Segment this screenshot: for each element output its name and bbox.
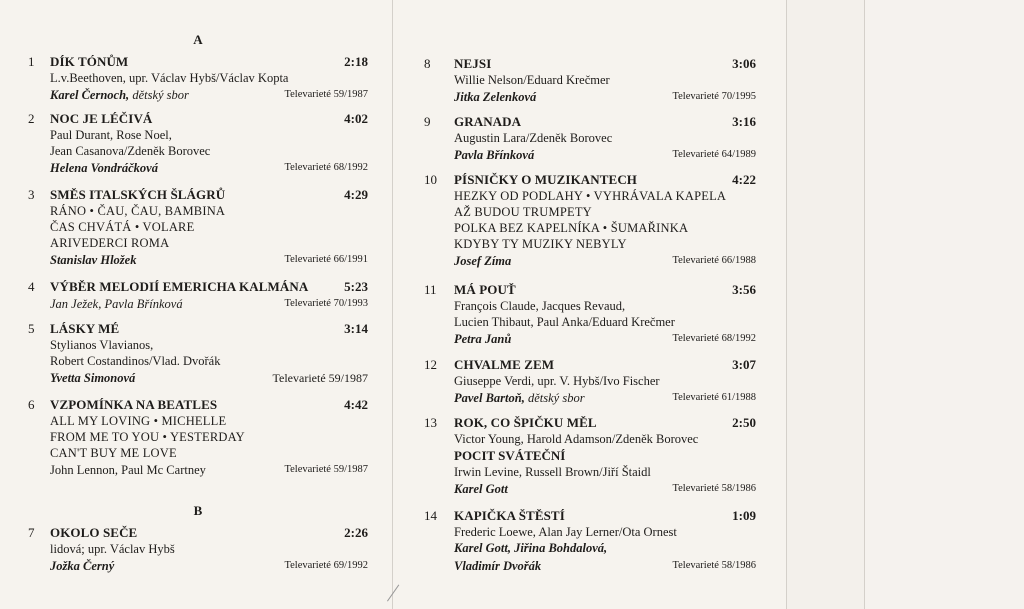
track-number: 13 bbox=[424, 415, 437, 430]
source-note: Televarieté 66/1991 bbox=[284, 254, 368, 265]
performer: Karel Gott, Jiřina Bohdalová, bbox=[454, 541, 608, 555]
side-a-heading: A bbox=[193, 32, 203, 47]
source-note: Televarieté 59/1987 bbox=[284, 464, 368, 475]
track-duration: 3:14 bbox=[344, 321, 368, 336]
track-number: 2 bbox=[28, 111, 35, 126]
credits-line: Augustin Lara/Zdeněk Borovec bbox=[454, 131, 613, 145]
track-duration: 3:06 bbox=[732, 56, 756, 71]
medley-line: KDYBY TY MUZIKY NEBYLY bbox=[454, 237, 627, 251]
track-number: 7 bbox=[28, 525, 35, 540]
credits-line: Frederic Loewe, Alan Jay Lerner/Ota Ornest bbox=[454, 525, 677, 539]
source-note: Televarieté 59/1987 bbox=[284, 89, 368, 100]
track-duration: 2:26 bbox=[344, 525, 368, 540]
performer: John Lennon, Paul Mc Cartney bbox=[50, 463, 206, 477]
performer: Jožka Černý bbox=[50, 559, 115, 573]
track-title: KAPIČKA ŠTĚSTÍ bbox=[454, 508, 565, 523]
track-number: 11 bbox=[424, 282, 437, 297]
track-title: LÁSKY MÉ bbox=[50, 321, 120, 336]
medley-line: POLKA BEZ KAPELNÍKA • ŠUMAŘINKA bbox=[454, 221, 689, 235]
track-number: 5 bbox=[28, 321, 35, 336]
credits-line: lidová; upr. Václav Hybš bbox=[50, 542, 175, 556]
medley-line: ČAS CHVÁTÁ • VOLARE bbox=[50, 220, 195, 234]
track-title: VÝBĚR MELODIÍ EMERICHA KALMÁNA bbox=[50, 279, 309, 294]
source-note: Televarieté 70/1993 bbox=[284, 298, 368, 309]
performer: Helena Vondráčková bbox=[50, 161, 158, 175]
credits-line: L.v.Beethoven, upr. Václav Hybš/Václav Kopta bbox=[50, 71, 289, 85]
performer: Jan Ježek, Pavla Břínková bbox=[50, 297, 183, 311]
track-duration: 4:02 bbox=[344, 111, 368, 126]
performer: Karel Černoch, bbox=[50, 88, 130, 102]
track-duration: 5:23 bbox=[344, 279, 368, 294]
credits-line: Willie Nelson/Eduard Krečmer bbox=[454, 73, 610, 87]
paper-mark bbox=[387, 585, 405, 606]
spine-panel bbox=[786, 0, 864, 609]
track-title: CHVALME ZEM bbox=[454, 357, 555, 372]
performer: Yvetta Simonová bbox=[50, 371, 136, 385]
performer: Petra Janů bbox=[454, 332, 512, 346]
track-number: 14 bbox=[424, 508, 437, 523]
track-duration: 1:09 bbox=[732, 508, 756, 523]
side-b-heading: B bbox=[193, 503, 203, 518]
fold-line bbox=[786, 0, 787, 609]
performer: Vladimír Dvořák bbox=[454, 559, 542, 573]
credits-line: François Claude, Jacques Revaud, bbox=[454, 299, 626, 313]
track-title: NOC JE LÉČIVÁ bbox=[50, 111, 153, 126]
credits-line: Irwin Levine, Russell Brown/Jiří Štaidl bbox=[454, 465, 651, 479]
track-duration: 4:29 bbox=[344, 187, 368, 202]
source-note: Televarieté 59/1987 bbox=[272, 371, 368, 385]
medley-line: CAN'T BUY ME LOVE bbox=[50, 446, 177, 460]
track-title: SMĚS ITALSKÝCH ŠLÁGRŮ bbox=[50, 187, 226, 202]
track-title: ROK, CO ŠPIČKU MĚL bbox=[454, 415, 597, 430]
track-duration: 2:18 bbox=[344, 54, 368, 69]
flap-panel bbox=[864, 0, 1024, 609]
track-duration: 4:42 bbox=[344, 397, 368, 412]
track-duration: 2:50 bbox=[732, 415, 756, 430]
track-duration: 4:22 bbox=[732, 172, 756, 187]
source-note: Televarieté 70/1995 bbox=[672, 91, 756, 102]
source-note: Televarieté 58/1986 bbox=[672, 560, 756, 571]
credits-line: Giuseppe Verdi, upr. V. Hybš/Ivo Fischer bbox=[454, 374, 660, 388]
performer-sub: dětský sbor bbox=[524, 391, 585, 405]
source-note: Televarieté 68/1992 bbox=[284, 162, 368, 173]
source-note: Televarieté 69/1992 bbox=[284, 560, 368, 571]
source-note: Televarieté 68/1992 bbox=[672, 333, 756, 344]
track-duration: 3:07 bbox=[732, 357, 756, 372]
performer-sub: dětský sbor bbox=[129, 88, 189, 102]
fold-line bbox=[392, 0, 393, 609]
source-note: Televarieté 61/1988 bbox=[672, 392, 756, 403]
track-number: 12 bbox=[424, 357, 437, 372]
credits-line: Robert Costandinos/Vlad. Dvořák bbox=[50, 354, 221, 368]
track-number: 6 bbox=[28, 397, 35, 412]
track-number: 1 bbox=[28, 54, 35, 69]
medley-line: RÁNO • ČAU, ČAU, BAMBINA bbox=[50, 204, 226, 218]
track-title: VZPOMÍNKA NA BEATLES bbox=[50, 397, 218, 412]
fold-line bbox=[864, 0, 865, 609]
performer: Karel Gott bbox=[454, 482, 508, 496]
track-title: NEJSI bbox=[454, 56, 492, 71]
medley-line: AŽ BUDOU TRUMPETY bbox=[454, 205, 592, 219]
medley-line: HEZKY OD PODLAHY • VYHRÁVALA KAPELA bbox=[454, 189, 727, 203]
track-title: GRANADA bbox=[454, 114, 522, 129]
track-number: 3 bbox=[28, 187, 35, 202]
track-number: 8 bbox=[424, 56, 431, 71]
track-duration: 3:16 bbox=[732, 114, 756, 129]
credits-line: Paul Durant, Rose Noel, bbox=[50, 128, 172, 142]
track-title: OKOLO SEČE bbox=[50, 525, 138, 540]
track-subtitle: POCIT SVÁTEČNÍ bbox=[454, 448, 566, 463]
track-number: 4 bbox=[28, 279, 35, 294]
performer: Jitka Zelenková bbox=[454, 90, 537, 104]
track-title: MÁ POUŤ bbox=[454, 282, 516, 297]
track-title: DÍK TÓNŮM bbox=[50, 54, 129, 69]
performer: Josef Zíma bbox=[454, 254, 512, 268]
performer: Pavla Břínková bbox=[454, 148, 535, 162]
track-number: 10 bbox=[424, 172, 437, 187]
medley-line: FROM ME TO YOU • YESTERDAY bbox=[50, 430, 245, 444]
source-note: Televarieté 58/1986 bbox=[672, 483, 756, 494]
source-note: Televarieté 66/1988 bbox=[672, 255, 756, 266]
credits-line: Jean Casanova/Zdeněk Borovec bbox=[50, 144, 211, 158]
medley-line: ALL MY LOVING • MICHELLE bbox=[50, 414, 227, 428]
source-note: Televarieté 64/1989 bbox=[672, 149, 756, 160]
performer: Pavel Bartoň, bbox=[454, 391, 525, 405]
track-title: PÍSNIČKY O MUZIKANTECH bbox=[454, 172, 638, 187]
credits-line: Victor Young, Harold Adamson/Zdeněk Borovec bbox=[454, 432, 699, 446]
medley-line: ARIVEDERCI ROMA bbox=[50, 236, 170, 250]
track-number: 9 bbox=[424, 114, 431, 129]
credits-line: Stylianos Vlavianos, bbox=[50, 338, 154, 352]
track-duration: 3:56 bbox=[732, 282, 756, 297]
credits-line: Lucien Thibaut, Paul Anka/Eduard Krečmer bbox=[454, 315, 675, 329]
performer: Stanislav Hložek bbox=[50, 253, 137, 267]
